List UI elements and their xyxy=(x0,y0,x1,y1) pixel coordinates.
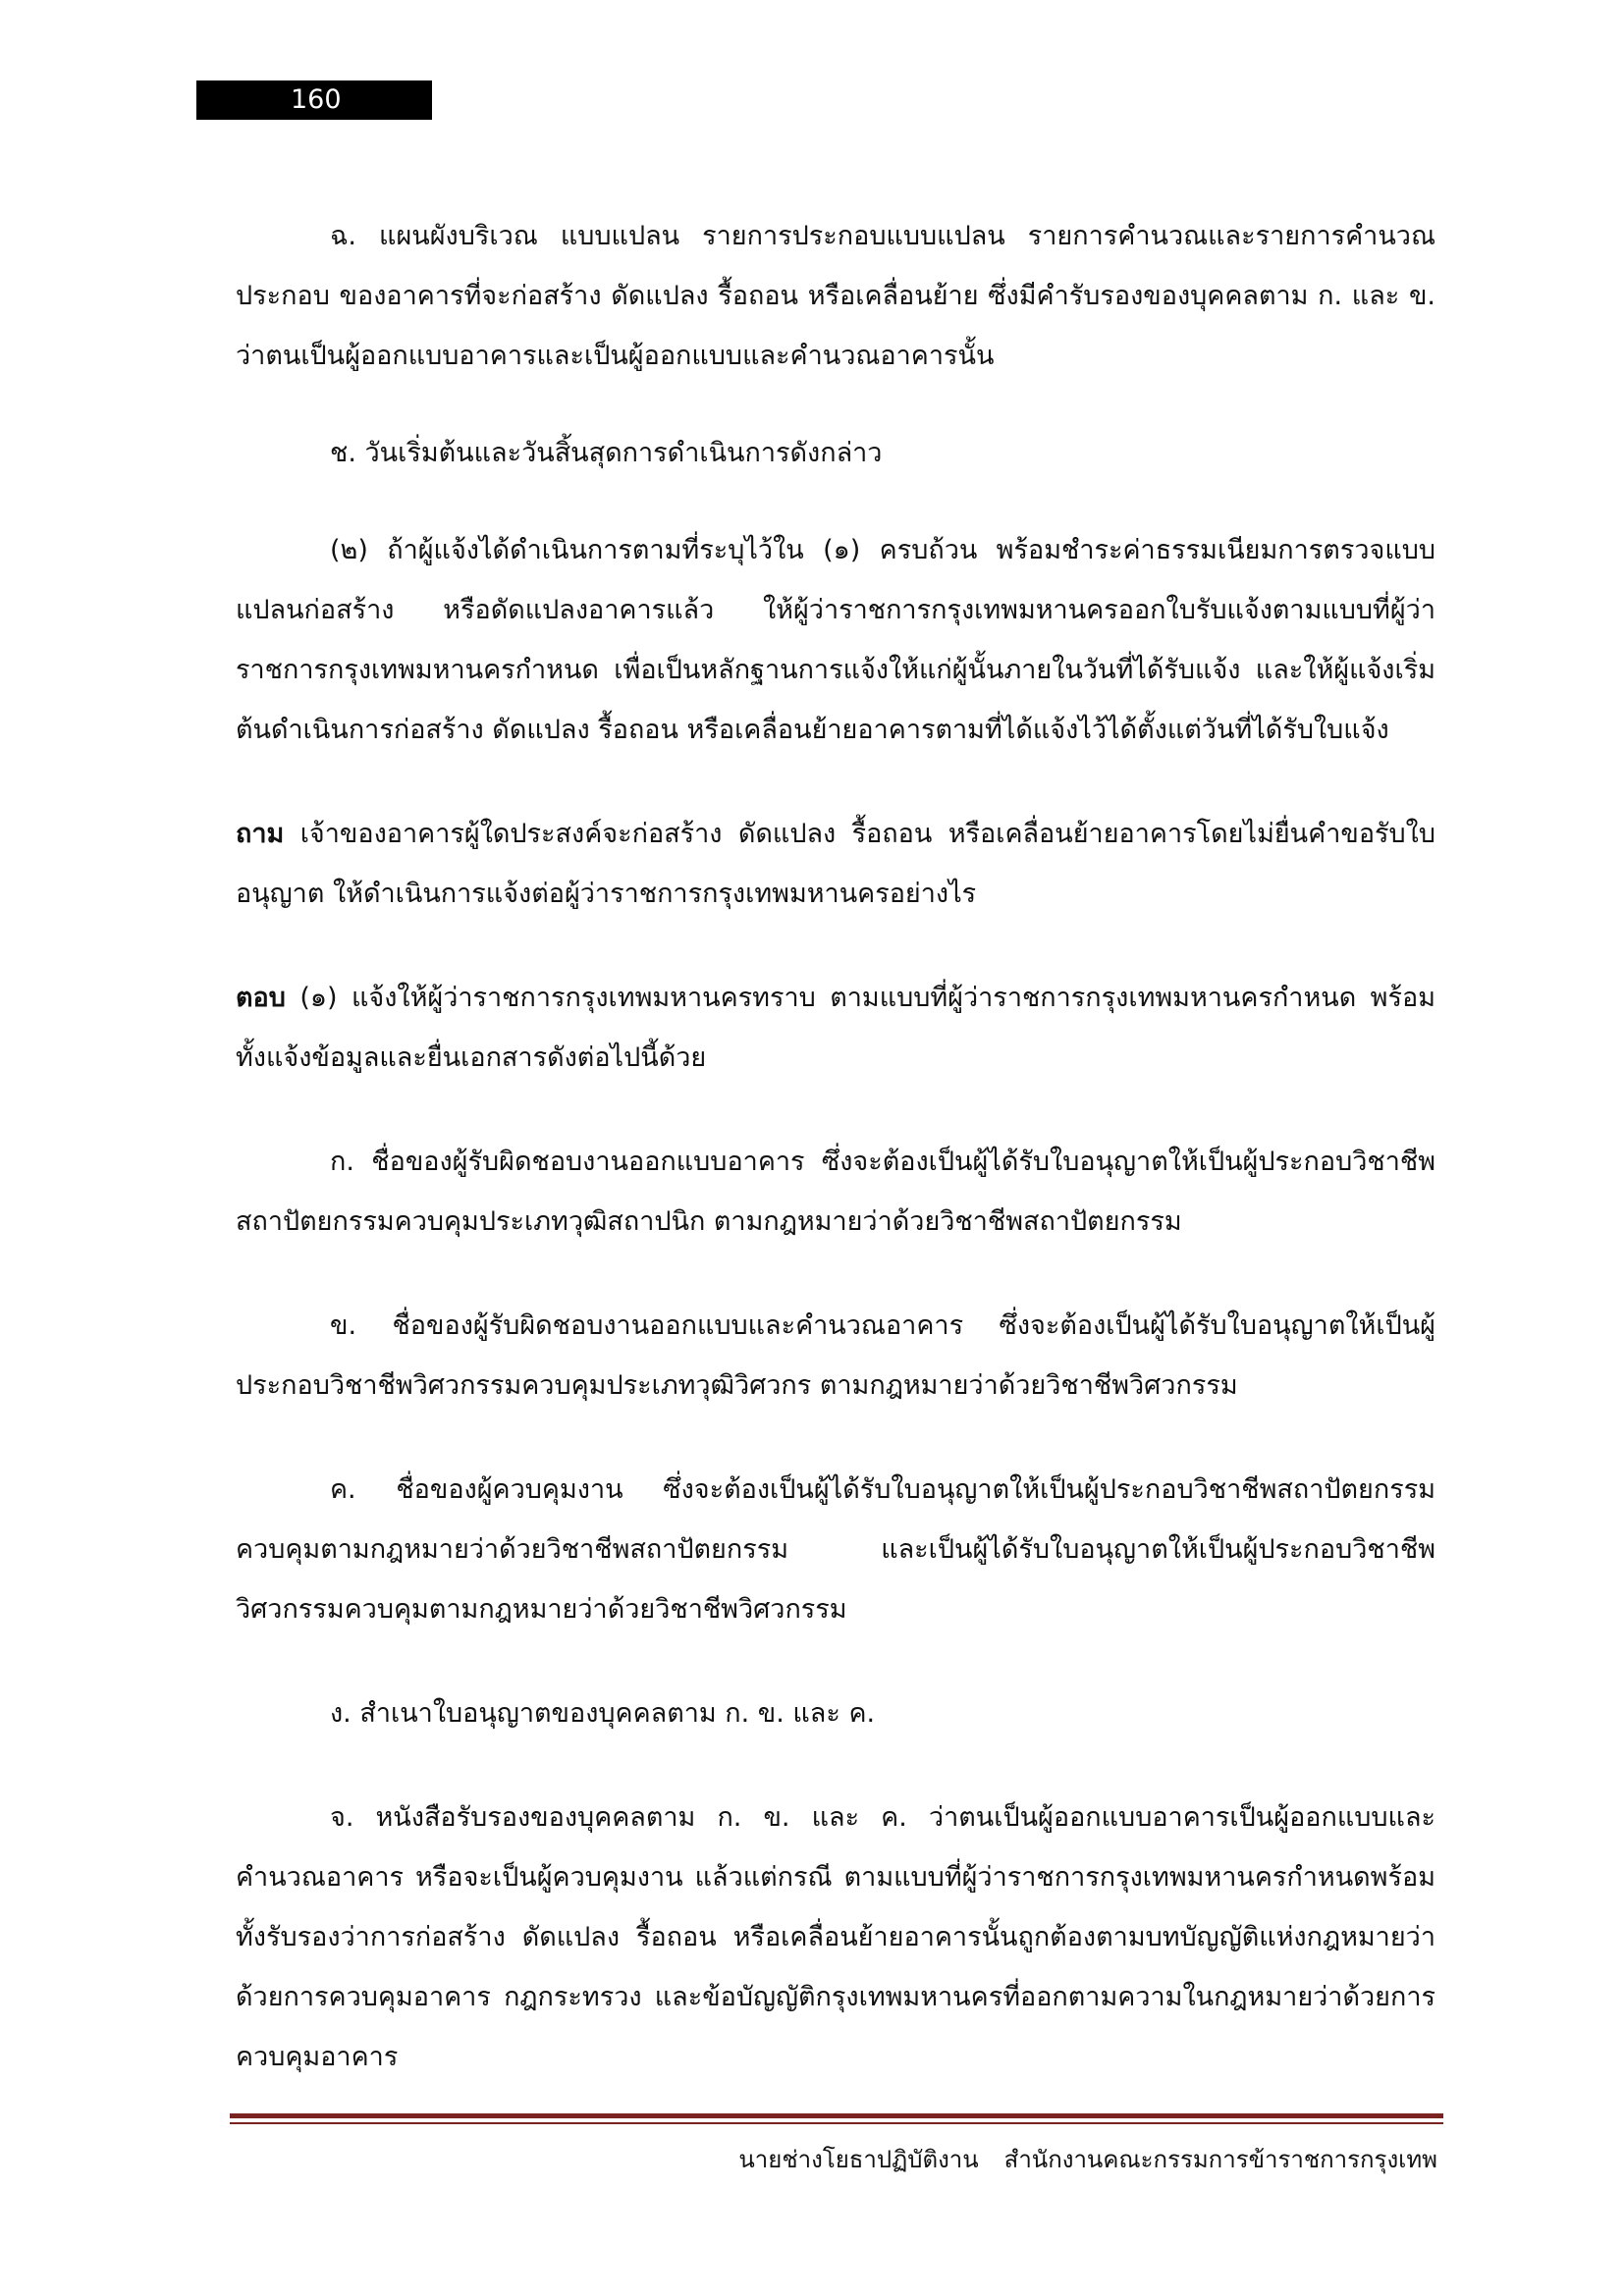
question-block xyxy=(236,804,1435,924)
paragraph-cho: ฉ. แผนผังบริเวณ แบบแปลน รายการประกอบแบบแปลน รายการคำนวณและรายการคำนวณประกอบ ของอาคารที่จะก่อสร้าง ดัดแปลง รื้อถอน หรือเคลื่อนย้าย ซึ่งมีคำรับรองของบุคคลตาม ก. และ ข. ว่าตนเป็นผู้ออกแบบอาคารและเป็นผู้ออกแบบและคำนวณอาคารนั้น xyxy=(236,221,1435,371)
document-body xyxy=(236,206,1435,2087)
answer-label: ตอบ xyxy=(236,983,286,1013)
footer-rule-thin xyxy=(230,2122,1443,2124)
paragraph-section-2: (๒) ถ้าผู้แจ้งได้ดำเนินการตามที่ระบุไว้ใน (๑) ครบถ้วน พร้อมชำระค่าธรรมเนียมการตรวจแบบแปลนก่อสร้าง หรือดัดแปลงอาคารแล้ว ให้ผู้ว่าราชการกรุงเทพมหานครออกใบรับแจ้งตามแบบที่ผู้ว่าราชการกรุงเทพมหานครกำหนด เพื่อเป็นหลักฐานการแจ้งให้แก่ผู้นั้นภายในวันที่ได้รับแจ้ง และให้ผู้แจ้งเริ่มต้นดำเนินการก่อสร้าง ดัดแปลง รื้อถอน หรือเคลื่อนย้ายอาคารตามที่ได้แจ้งไว้ได้ตั้งแต่วันที่ได้รับใบแจ้ง xyxy=(236,535,1435,745)
question-label: ถาม xyxy=(236,819,285,849)
answer-block xyxy=(236,968,1435,1088)
answer-text: (๑) แจ้งให้ผู้ว่าราชการกรุงเทพมหานครทราบ ตามแบบที่ผู้ว่าราชการกรุงเทพมหานครกำหนด พร้อมทั้งแจ้งข้อมูลและยื่นเอกสารดังต่อไปนี้ด้วย xyxy=(236,983,1435,1073)
answer-item-ko: ก. ชื่อของผู้รับผิดชอบงานออกแบบอาคาร ซึ่งจะต้องเป็นผู้ได้รับใบอนุญาตให้เป็นผู้ประกอบวิชาชีพสถาปัตยกรรมควบคุมประเภทวุฒิสถาปนิก ตามกฎหมายว่าด้วยวิชาชีพสถาปัตยกรรม xyxy=(236,1147,1435,1237)
answer-item-ngo: ง. สำเนาใบอนุญาตของบุคคลตาม ก. ข. และ ค. xyxy=(330,1698,876,1729)
paragraph-chor: ช. วันเริ่มต้นและวันสิ้นสุดการดำเนินการดังกล่าว xyxy=(330,438,883,468)
question-text: เจ้าของอาคารผู้ใดประสงค์จะก่อสร้าง ดัดแปลง รื้อถอน หรือเคลื่อนย้ายอาคารโดยไม่ยื่นคำขอรับใบอนุญาต ให้ดำเนินการแจ้งต่อผู้ว่าราชการกรุงเทพมหานครอย่างไร xyxy=(236,819,1435,909)
footer-rule xyxy=(230,2113,1443,2118)
answer-item-kho: ข. ชื่อของผู้รับผิดชอบงานออกแบบและคำนวณอาคาร ซึ่งจะต้องเป็นผู้ได้รับใบอนุญาตให้เป็นผู้ประกอบวิชาชีพวิศวกรรมควบคุมประเภทวุฒิวิศวกร ตามกฎหมายว่าด้วยวิชาชีพวิศวกรรม xyxy=(236,1310,1435,1401)
footer-office: สำนักงานคณะกรรมการข้าราชการกรุงเทพ xyxy=(1003,2146,1437,2173)
footer xyxy=(738,2140,1437,2179)
page-number: 160 xyxy=(196,80,432,120)
answer-item-kho-khwai: ค. ชื่อของผู้ควบคุมงาน ซึ่งจะต้องเป็นผู้ได้รับใบอนุญาตให้เป็นผู้ประกอบวิชาชีพสถาปัตยกรรมควบคุมตามกฎหมายว่าด้วยวิชาชีพสถาปัตยกรรม และเป็นผู้ได้รับใบอนุญาตให้เป็นผู้ประกอบวิชาชีพวิศวกรรมควบคุมตามกฎหมายว่าด้วยวิชาชีพวิศวกรรม xyxy=(236,1474,1435,1625)
answer-item-cho: จ. หนังสือรับรองของบุคคลตาม ก. ข. และ ค. ว่าตนเป็นผู้ออกแบบอาคารเป็นผู้ออกแบบและคำนวณอาคาร หรือจะเป็นผู้ควบคุมงาน แล้วแต่กรณี ตามแบบที่ผู้ว่าราชการกรุงเทพมหานครกำหนดพร้อมทั้งรับรองว่าการก่อสร้าง ดัดแปลง รื้อถอน หรือเคลื่อนย้ายอาคารนั้นถูกต้องตามบทบัญญัติแห่งกฎหมายว่าด้วยการควบคุมอาคาร กฎกระทรวง และข้อบัญญัติกรุงเทพมหานครที่ออกตามความในกฎหมายว่าด้วยการควบคุมอาคาร xyxy=(236,1802,1435,2072)
footer-author: นายช่างโยธาปฏิบัติงาน xyxy=(738,2146,979,2173)
